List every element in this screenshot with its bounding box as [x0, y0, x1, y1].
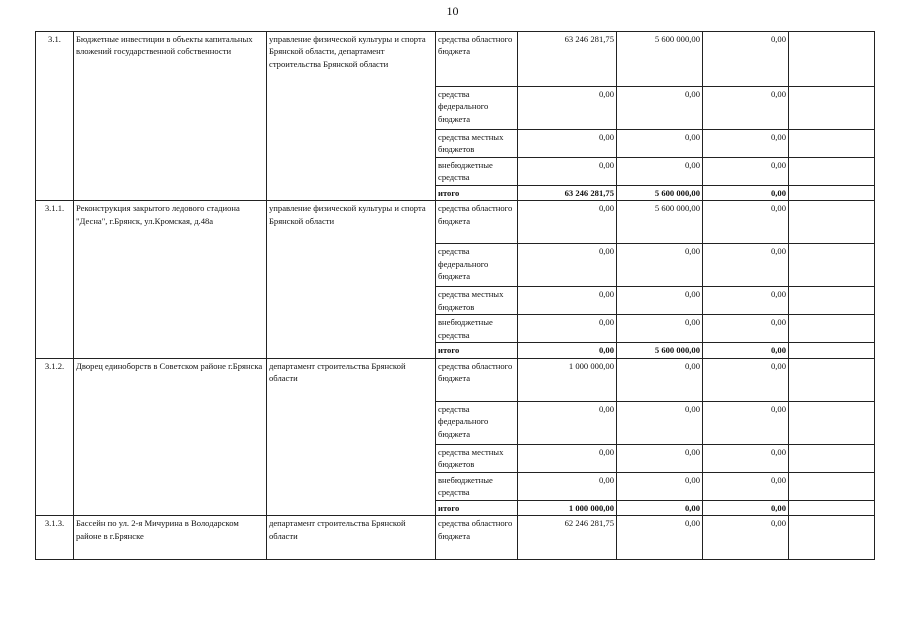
empty-cell	[789, 130, 875, 158]
empty-cell	[789, 201, 875, 244]
amount-col-1: 0,00	[518, 472, 617, 500]
item-number: 3.1.2.	[36, 358, 74, 515]
amount-col-1: 0,00	[518, 444, 617, 472]
empty-cell	[789, 87, 875, 130]
item-description: Дворец единоборств в Советском районе г.Брянска	[74, 358, 267, 515]
amount-col-3: 0,00	[703, 130, 789, 158]
amount-col-3: 0,00	[703, 358, 789, 401]
amount-col-3: 0,00	[703, 343, 789, 358]
amount-col-3: 0,00	[703, 401, 789, 444]
responsible-executor: департамент строительства Брянской области	[267, 358, 436, 515]
item-number: 3.1.	[36, 32, 74, 201]
amount-col-1: 62 246 281,75	[518, 516, 617, 560]
responsible-executor: управление физической культуры и спорта Брянской области	[267, 201, 436, 358]
amount-col-3: 0,00	[703, 500, 789, 515]
amount-col-3: 0,00	[703, 516, 789, 560]
empty-cell	[789, 287, 875, 315]
amount-col-3: 0,00	[703, 287, 789, 315]
budget-table-body	[36, 32, 875, 560]
amount-col-2: 0,00	[617, 158, 703, 186]
empty-cell	[789, 32, 875, 87]
empty-cell	[789, 186, 875, 201]
funding-source: средства федерального бюджета	[436, 401, 518, 444]
funding-source: внебюджетные средства	[436, 315, 518, 343]
amount-col-3: 0,00	[703, 32, 789, 87]
amount-col-2: 0,00	[617, 472, 703, 500]
funding-source: средства областного бюджета	[436, 32, 518, 87]
item-description: Бассейн по ул. 2-я Мичурина в Володарском районе в г.Брянске	[74, 516, 267, 560]
amount-col-2: 0,00	[617, 358, 703, 401]
amount-col-1: 0,00	[518, 343, 617, 358]
source-row	[36, 32, 875, 87]
item-number: 3.1.3.	[36, 516, 74, 560]
empty-cell	[789, 343, 875, 358]
amount-col-2: 0,00	[617, 500, 703, 515]
amount-col-1: 1 000 000,00	[518, 358, 617, 401]
amount-col-1: 0,00	[518, 401, 617, 444]
empty-cell	[789, 158, 875, 186]
amount-col-1: 0,00	[518, 315, 617, 343]
funding-source: средства местных бюджетов	[436, 287, 518, 315]
amount-col-2: 0,00	[617, 315, 703, 343]
funding-source: средства областного бюджета	[436, 358, 518, 401]
amount-col-2: 0,00	[617, 287, 703, 315]
amount-col-2: 0,00	[617, 130, 703, 158]
amount-col-2: 0,00	[617, 244, 703, 287]
amount-col-2: 5 600 000,00	[617, 186, 703, 201]
amount-col-1: 0,00	[518, 287, 617, 315]
amount-col-2: 5 600 000,00	[617, 32, 703, 87]
responsible-executor: управление физической культуры и спорта Брянской области, департамент строительства Брянской области	[267, 32, 436, 201]
amount-col-3: 0,00	[703, 444, 789, 472]
funding-source: средства областного бюджета	[436, 516, 518, 560]
funding-source: средства федерального бюджета	[436, 87, 518, 130]
amount-col-1: 0,00	[518, 244, 617, 287]
amount-col-3: 0,00	[703, 158, 789, 186]
funding-source: итого	[436, 343, 518, 358]
empty-cell	[789, 358, 875, 401]
amount-col-3: 0,00	[703, 244, 789, 287]
amount-col-3: 0,00	[703, 315, 789, 343]
funding-source: внебюджетные средства	[436, 472, 518, 500]
amount-col-3: 0,00	[703, 201, 789, 244]
funding-source: средства местных бюджетов	[436, 444, 518, 472]
empty-cell	[789, 401, 875, 444]
empty-cell	[789, 472, 875, 500]
amount-col-2: 0,00	[617, 87, 703, 130]
amount-col-2: 0,00	[617, 444, 703, 472]
amount-col-2: 5 600 000,00	[617, 201, 703, 244]
funding-source: внебюджетные средства	[436, 158, 518, 186]
funding-source: средства областного бюджета	[436, 201, 518, 244]
funding-source: средства федерального бюджета	[436, 244, 518, 287]
funding-source: итого	[436, 500, 518, 515]
item-description: Бюджетные инвестиции в объекты капитальных вложений государственной собственности	[74, 32, 267, 201]
source-row	[36, 201, 875, 244]
amount-col-1: 0,00	[518, 158, 617, 186]
amount-col-2: 0,00	[617, 516, 703, 560]
empty-cell	[789, 516, 875, 560]
amount-col-3: 0,00	[703, 87, 789, 130]
item-description: Реконструкция закрытого ледового стадиона "Десна", г.Брянск, ул.Кромская, д.48а	[74, 201, 267, 358]
amount-col-1: 0,00	[518, 87, 617, 130]
item-number: 3.1.1.	[36, 201, 74, 358]
responsible-executor: департамент строительства Брянской области	[267, 516, 436, 560]
amount-col-1: 0,00	[518, 130, 617, 158]
budget-table	[35, 31, 875, 560]
source-row	[36, 358, 875, 401]
amount-col-1: 63 246 281,75	[518, 32, 617, 87]
amount-col-1: 1 000 000,00	[518, 500, 617, 515]
empty-cell	[789, 244, 875, 287]
amount-col-1: 63 246 281,75	[518, 186, 617, 201]
amount-col-1: 0,00	[518, 201, 617, 244]
empty-cell	[789, 444, 875, 472]
funding-source: итого	[436, 186, 518, 201]
amount-col-3: 0,00	[703, 186, 789, 201]
amount-col-2: 0,00	[617, 401, 703, 444]
funding-source: средства местных бюджетов	[436, 130, 518, 158]
amount-col-3: 0,00	[703, 472, 789, 500]
source-row	[36, 516, 875, 560]
empty-cell	[789, 315, 875, 343]
page-number: 10	[446, 4, 459, 18]
amount-col-2: 5 600 000,00	[617, 343, 703, 358]
empty-cell	[789, 500, 875, 515]
